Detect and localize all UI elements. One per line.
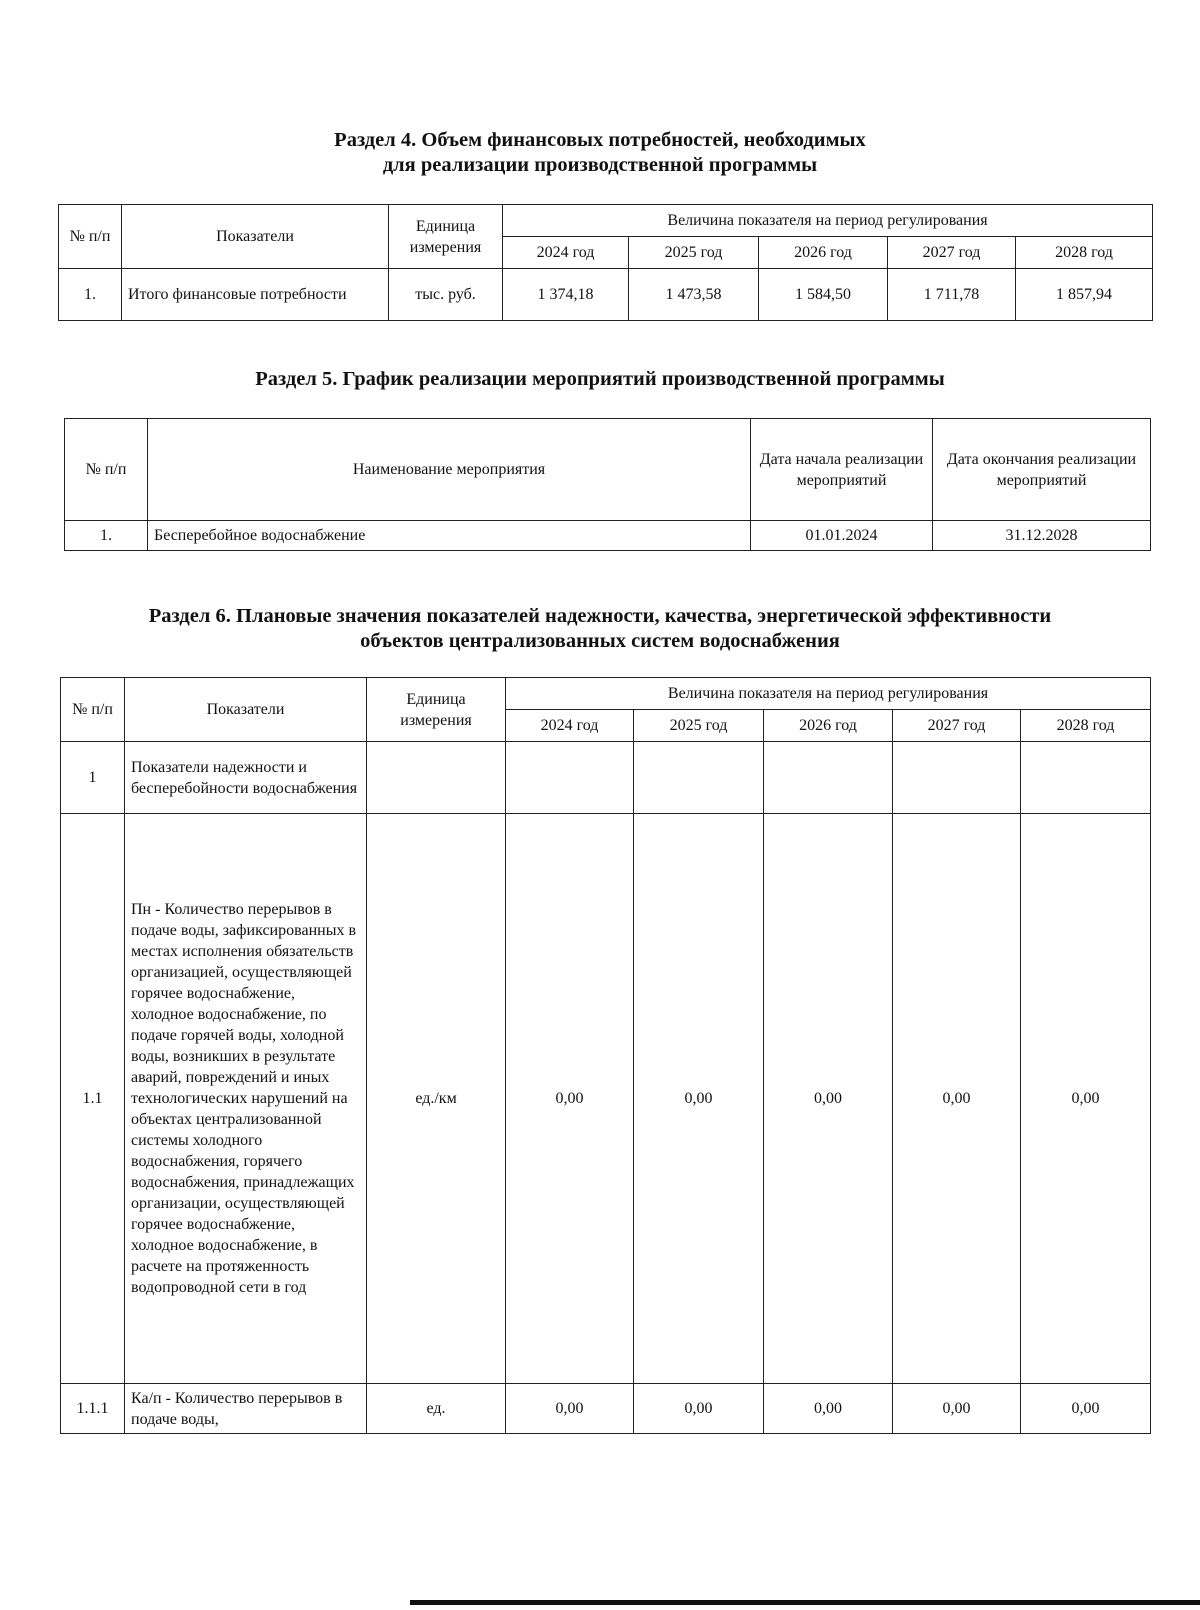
row-value: 0,00: [634, 814, 764, 1384]
col-indicator-header: Показатели: [125, 678, 367, 742]
section5-title-line: Раздел 5. График реализации мероприятий производственной программы: [255, 368, 945, 390]
section6-title: [0, 604, 1200, 654]
table-row: [59, 269, 1153, 321]
col-name-header: Наименование мероприятия: [148, 419, 751, 521]
row-end-date: 31.12.2028: [933, 521, 1151, 551]
row-indicator: Пн - Количество перерывов в подаче воды, зафиксированных в местах исполнения обязательств организацией, осуществляющей горячее водоснабжение, холодное водоснабжение, по подаче горячей воды, холодной воды, возникших в результате аварий, повреждений и иных технологических нарушений на объектах централизованной системы холодного водоснабжения, горячего водоснабжения, принадлежащих организации, осуществляющей горячее водоснабжение, холодное водоснабжение, в расчете на протяженность водопроводной сети в год: [125, 814, 367, 1384]
section5-title: [0, 367, 1200, 392]
section4-title-line2: для реализации производственной программы: [382, 154, 818, 176]
row-value: [634, 742, 764, 814]
table-row: [61, 742, 1151, 814]
row-value: 1 374,18: [503, 269, 629, 321]
row-unit: ед.: [367, 1384, 506, 1434]
section4-title: [0, 128, 1200, 178]
row-value: [893, 742, 1021, 814]
col-num-header: № п/п: [59, 205, 122, 269]
year-header: 2028 год: [1021, 710, 1151, 742]
col-unit-header: Единица измерения: [367, 678, 506, 742]
section4-title-line1: Раздел 4. Объем финансовых потребностей, необходимых: [334, 129, 866, 151]
row-indicator: Ка/п - Количество перерывов в подаче воды,: [125, 1384, 367, 1434]
row-num: 1.1: [61, 814, 125, 1384]
row-value: 1 857,94: [1016, 269, 1153, 321]
year-header: 2026 год: [764, 710, 893, 742]
year-header: 2025 год: [634, 710, 764, 742]
year-header: 2026 год: [759, 237, 888, 269]
row-value: 0,00: [506, 814, 634, 1384]
row-value: 1 473,58: [629, 269, 759, 321]
section5-header-row: [65, 419, 1151, 521]
row-unit: тыс. руб.: [389, 269, 503, 321]
year-header: 2028 год: [1016, 237, 1153, 269]
row-num: 1.: [59, 269, 122, 321]
row-indicator: Показатели надежности и бесперебойности водоснабжения: [125, 742, 367, 814]
row-num: 1: [61, 742, 125, 814]
row-value: [1021, 742, 1151, 814]
col-indicator-header: Показатели: [122, 205, 389, 269]
row-value: 0,00: [764, 1384, 893, 1434]
col-num-header: № п/п: [61, 678, 125, 742]
row-name: Бесперебойное водоснабжение: [148, 521, 751, 551]
row-indicator: Итого финансовые потребности: [122, 269, 389, 321]
row-num: 1.1.1: [61, 1384, 125, 1434]
row-value: 0,00: [634, 1384, 764, 1434]
col-start-header: Дата начала реализации мероприятий: [751, 419, 933, 521]
row-value: 0,00: [893, 1384, 1021, 1434]
section6-title-line2: объектов централизованных систем водоснабжения: [360, 630, 840, 652]
table-row: [61, 1384, 1151, 1434]
year-header: 2024 год: [506, 710, 634, 742]
section4-header-row: [59, 205, 1153, 237]
col-value-group-header: Величина показателя на период регулирования: [503, 205, 1153, 237]
row-start-date: 01.01.2024: [751, 521, 933, 551]
section6-header-row: [61, 678, 1151, 710]
row-unit: ед./км: [367, 814, 506, 1384]
row-value: 0,00: [893, 814, 1021, 1384]
table-row: [61, 814, 1151, 1384]
year-header: 2025 год: [629, 237, 759, 269]
row-value: [764, 742, 893, 814]
table-row: [65, 521, 1151, 551]
row-value: 0,00: [1021, 814, 1151, 1384]
row-value: 1 584,50: [759, 269, 888, 321]
section4-table: [58, 204, 1153, 321]
col-num-header: № п/п: [65, 419, 148, 521]
col-unit-header: Единица измерения: [389, 205, 503, 269]
row-num: 1.: [65, 521, 148, 551]
section6-title-line1: Раздел 6. Плановые значения показателей надежности, качества, энергетической эффективности: [148, 605, 1052, 627]
year-header: 2027 год: [888, 237, 1016, 269]
row-value: 1 711,78: [888, 269, 1016, 321]
row-value: 0,00: [506, 1384, 634, 1434]
section5-table: [64, 418, 1151, 551]
col-end-header: Дата окончания реализации мероприятий: [933, 419, 1151, 521]
row-value: 0,00: [764, 814, 893, 1384]
section6-table: [60, 677, 1151, 1434]
year-header: 2027 год: [893, 710, 1021, 742]
col-value-group-header: Величина показателя на период регулирования: [506, 678, 1151, 710]
row-value: [506, 742, 634, 814]
year-header: 2024 год: [503, 237, 629, 269]
scan-bottom-edge-divider: [410, 1600, 1200, 1605]
row-value: 0,00: [1021, 1384, 1151, 1434]
row-unit: [367, 742, 506, 814]
